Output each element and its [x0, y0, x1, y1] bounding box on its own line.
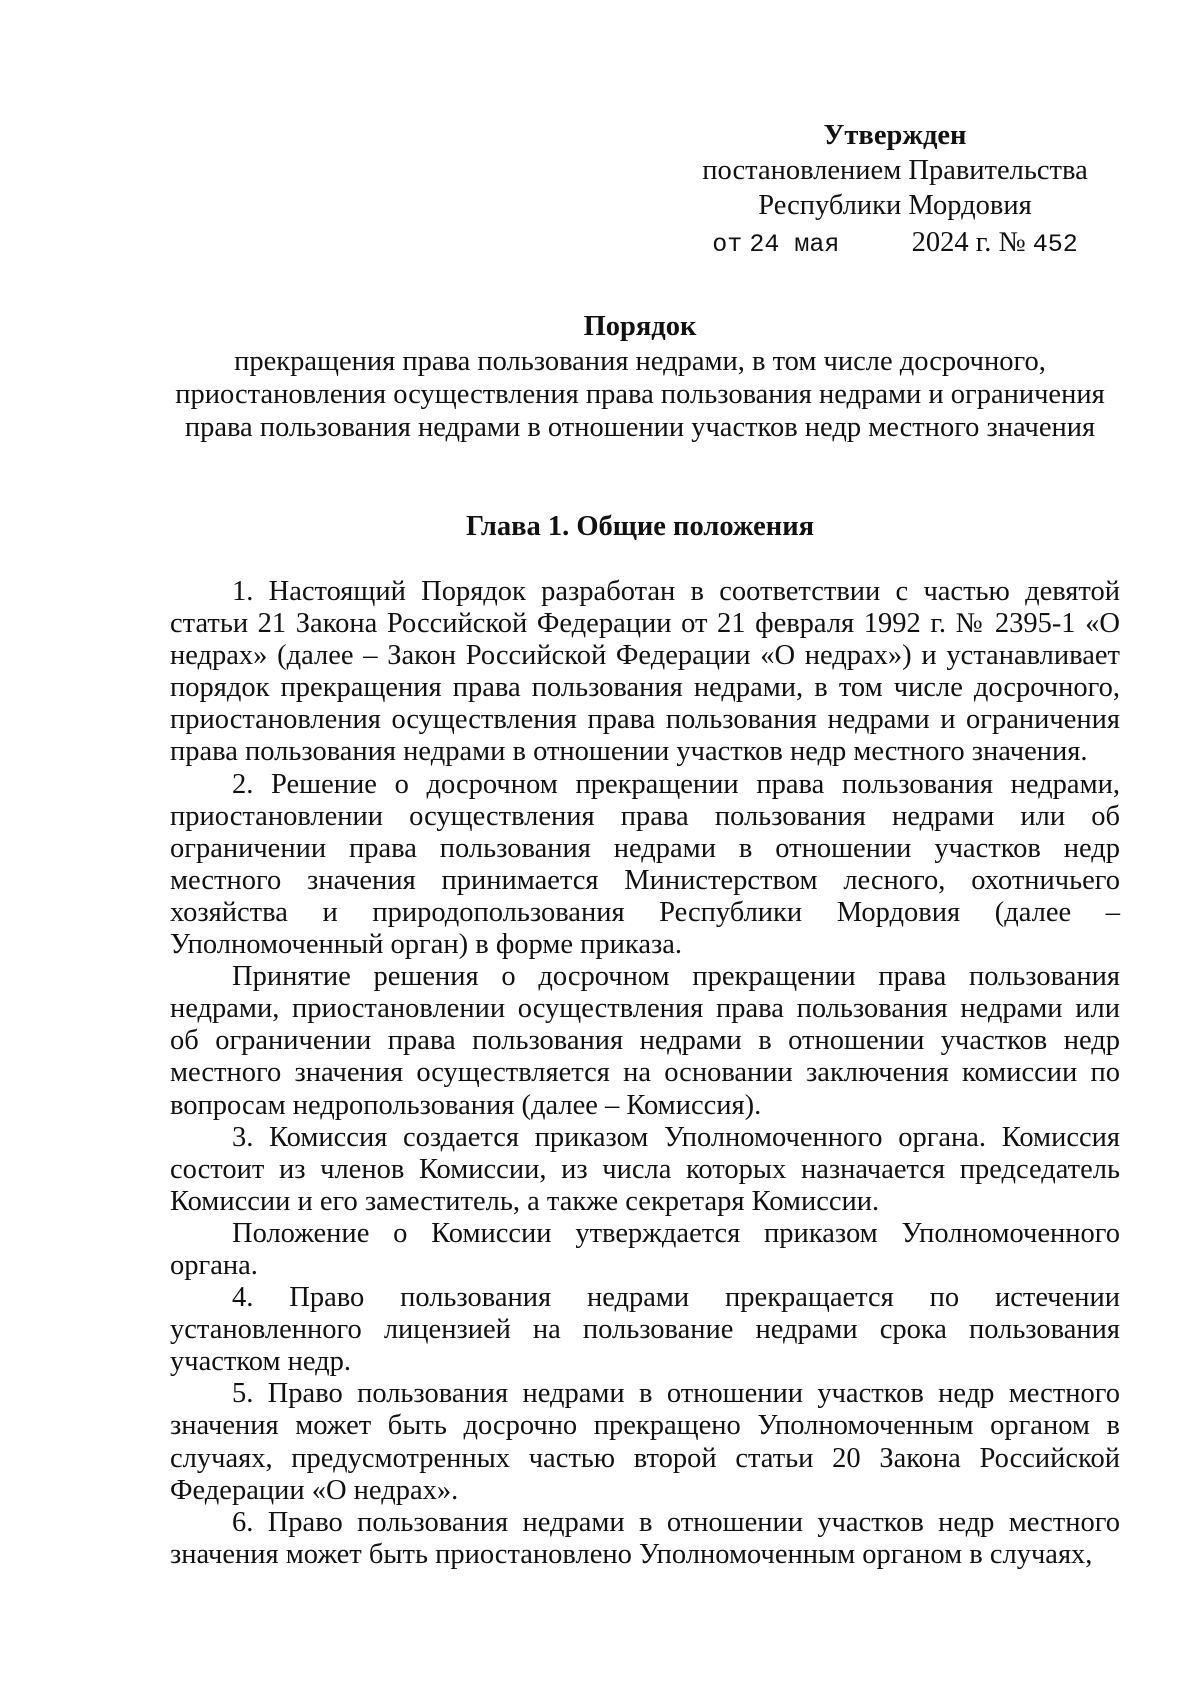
- paragraph-2-continued: Принятие решения о досрочном прекращении права пользования недрами, приостановлении осуществления права пользования недрами или об ограничении права пользования недрами в отношении участков недр местного значения осуществляется на основании заключения комиссии по вопросам недропользования (далее – Комиссия).: [170, 961, 1120, 1121]
- chapter-heading: Глава 1. Общие положения: [465, 511, 815, 542]
- title-subtitle-line-2: приостановления осуществления права пользования недрами и ограничения: [175, 379, 1105, 410]
- decree-number: 452: [1032, 230, 1078, 259]
- date-day-month: 24 мая: [749, 230, 840, 259]
- paragraph-1: 1. Настоящий Порядок разработан в соответствии с частью девятой статьи 21 Закона Российской Федерации от 21 февраля 1992 г. № 2395-1 «О недрах» (далее – Закон Российской Федерации «О недрах») и устанавливает порядок прекращения права пользования недрами, в том числе досрочного, приостановления осуществления права пользования недрами и ограничения права пользования недрами в отношении участков недр местного значения.: [170, 576, 1120, 768]
- paragraph-3-continued: Положение о Комиссии утверждается приказом Уполномоченного органа.: [170, 1217, 1120, 1281]
- paragraph-4: 4. Право пользования недрами прекращается по истечении установленного лицензией на пользование недрами срока пользования участком недр.: [170, 1282, 1120, 1378]
- document-body: [170, 576, 1120, 1571]
- approval-date-line: [690, 225, 1100, 262]
- date-year: 2024 г. №: [911, 227, 1026, 258]
- paragraph-3: 3. Комиссия создается приказом Уполномоченного органа. Комиссия состоит из членов Комиссии, из числа которых назначается председатель Комиссии и его заместитель, а также секретаря Комиссии.: [170, 1121, 1120, 1217]
- title-subtitle-line-3: права пользования недрами в отношении участков недр местного значения: [184, 412, 1096, 443]
- approval-line-2: Республики Мордовия: [758, 190, 1032, 221]
- approval-line-1: постановлением Правительства: [702, 155, 1088, 186]
- approval-block: [690, 118, 1100, 262]
- approval-heading: Утвержден: [823, 120, 967, 151]
- paragraph-5: 5. Право пользования недрами в отношении участков недр местного значения может быть досрочно прекращено Уполномоченным органом в случаях, предусмотренных частью второй статьи 20 Закона Российской Федерации «О недрах».: [170, 1378, 1120, 1506]
- title-subtitle-line-1: прекращения права пользования недрами, в том числе досрочного,: [234, 346, 1046, 377]
- date-prefix: от: [712, 230, 743, 259]
- paragraph-2: 2. Решение о досрочном прекращении права пользования недрами, приостановлении осуществления права пользования недрами или об ограничении права пользования недрами в отношении участков недр местного значения принимается Министерством лесного, охотничьего хозяйства и природопользования Республики Мордовия (далее – Уполномоченный орган) в форме приказа.: [170, 768, 1120, 961]
- document-title: [160, 310, 1120, 444]
- title-main: Порядок: [583, 311, 697, 342]
- paragraph-6: 6. Право пользования недрами в отношении участков недр местного значения может быть приостановлено Уполномоченным органом в случаях,: [170, 1506, 1120, 1570]
